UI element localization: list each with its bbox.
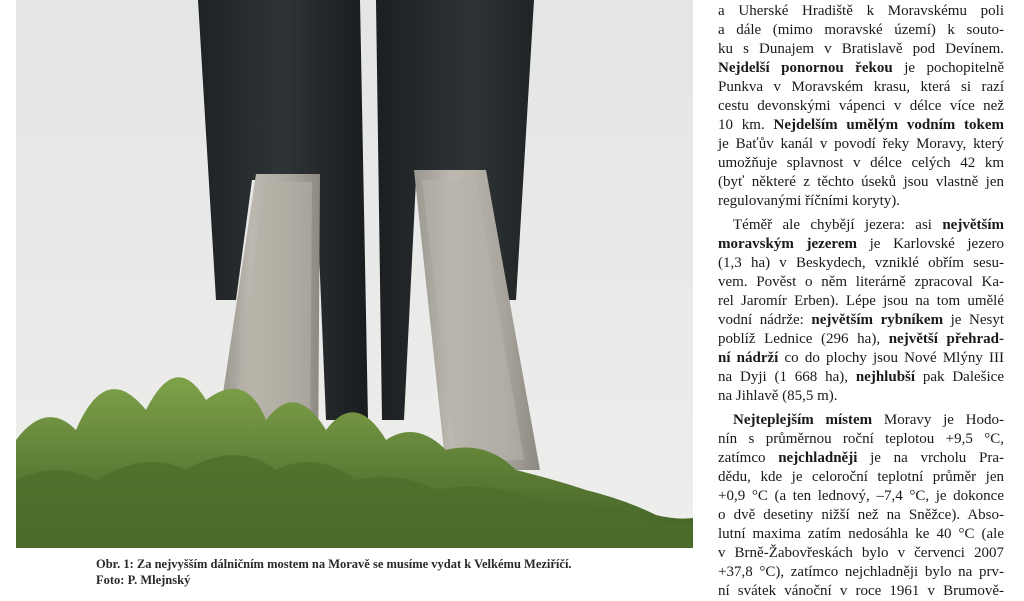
- article-paragraph-1: [718, 2, 1004, 211]
- emphasis: největším: [942, 217, 1004, 233]
- text-fragment: zatímco: [718, 450, 779, 466]
- text-line: [718, 311, 1004, 330]
- text-line: [718, 59, 1004, 78]
- text-line: regulovanými říčními koryty).: [718, 193, 901, 209]
- text-fragment: je Karlovské jezero: [856, 236, 1005, 252]
- text-line: je Baťův kanál v povodí řeky Moravy, který: [718, 136, 1004, 152]
- emphasis: nejhlubší: [855, 369, 916, 385]
- article-paragraph-2: [718, 216, 1004, 406]
- text-line: ku s Dunajem v Bratislavě pod Devínem.: [718, 41, 1004, 57]
- emphasis: největším rybníkem: [811, 312, 944, 328]
- text-fragment: Téměř ale chybějí jezera: asi: [733, 217, 943, 233]
- text-line: +0,9 °C (a ten lednový, –7,4 °C, je dokonce: [718, 488, 1004, 504]
- caption-line: Obr. 1: Za nejvyšším dálničním mostem na Moravě se musíme vydat k Velkému Meziříčí.: [96, 557, 572, 571]
- caption-credit: Foto: P. Mlejnský: [96, 573, 191, 587]
- article-paragraph-3: [718, 411, 1004, 601]
- emphasis: moravským jezerem: [718, 236, 857, 252]
- emphasis: Nejteplejším místem: [733, 412, 873, 428]
- text-line: cestu devonskými vápenci v délce více než: [718, 98, 1004, 114]
- text-line: v Brně-Žabovřeskách bylo v červenci 2007: [718, 545, 1004, 561]
- bridge-photo-illustration: [16, 0, 693, 548]
- text-line: na Jihlavě (85,5 m).: [718, 388, 838, 404]
- emphasis: největší přehrad-: [888, 331, 1004, 347]
- emphasis: Nejdelším umělým vodním tokem: [773, 117, 1005, 133]
- text-line: [718, 449, 1004, 468]
- article-column: [718, 2, 1004, 601]
- text-fragment: poblíž Lednice (296 ha),: [718, 331, 889, 347]
- text-line: a dále (mimo moravské území) k souto-: [718, 22, 1004, 38]
- text-line: [718, 235, 1004, 254]
- text-line: umožňuje splavnost v délce celých 42 km: [718, 155, 1004, 171]
- emphasis: Nejdelší ponornou řekou: [718, 60, 893, 76]
- text-line: vem. Pověst o něm literárně zpracoval Ka-: [718, 274, 1004, 290]
- text-line: [718, 349, 1004, 368]
- text-line: dědu, kde je celoroční teplotní průměr jen: [718, 469, 1004, 485]
- text-line: o dvě desetiny nižší než na Sněžce). Abso-: [718, 507, 1004, 523]
- text-fragment: Moravy je Hodo-: [872, 412, 1004, 428]
- text-line: Punkva v Moravském krasu, která si razí: [718, 79, 1004, 95]
- text-fragment: co do plochy jsou Nové Mlýny III: [778, 350, 1005, 366]
- bridge-photo: [16, 0, 693, 548]
- text-line: [718, 116, 1004, 135]
- emphasis: ní nádrží: [718, 350, 779, 366]
- text-line: ní svátek vánoční v roce 1961 v Brumově-: [718, 583, 1004, 599]
- text-line: a Uherské Hradiště k Moravskému poli: [718, 3, 1004, 19]
- text-line: [718, 216, 1004, 235]
- text-fragment: je na vrcholu Pra-: [857, 450, 1004, 466]
- text-line: nín s průměrnou roční teplotou +9,5 °C,: [718, 431, 1004, 447]
- text-fragment: je pochopitelně: [892, 60, 1004, 76]
- text-line: [718, 411, 1004, 430]
- text-fragment: 10 km.: [718, 117, 774, 133]
- text-line: (byť některé z těchto úseků jsou vlastně jen: [718, 174, 1004, 190]
- text-line: lutní maxima zatím nedosáhla ke 40 °C (ale: [718, 526, 1004, 542]
- text-line: +37,8 °C), zatímco nejchladněji bylo na prv-: [718, 564, 1004, 580]
- emphasis: nejchladněji: [778, 450, 858, 466]
- text-line: rel Jaromír Erben). Lépe jsou na tom umělé: [718, 293, 1004, 309]
- text-fragment: pak Dalešice: [915, 369, 1004, 385]
- text-line: [718, 368, 1004, 387]
- text-line: (1,3 ha) v Beskydech, vzniklé obřím sesu-: [718, 255, 1004, 271]
- photo-caption: [96, 556, 696, 588]
- text-fragment: na Dyji (1 668 ha),: [718, 369, 856, 385]
- text-line: [718, 330, 1004, 349]
- text-fragment: vodní nádrže:: [718, 312, 812, 328]
- text-fragment: je Nesyt: [943, 312, 1004, 328]
